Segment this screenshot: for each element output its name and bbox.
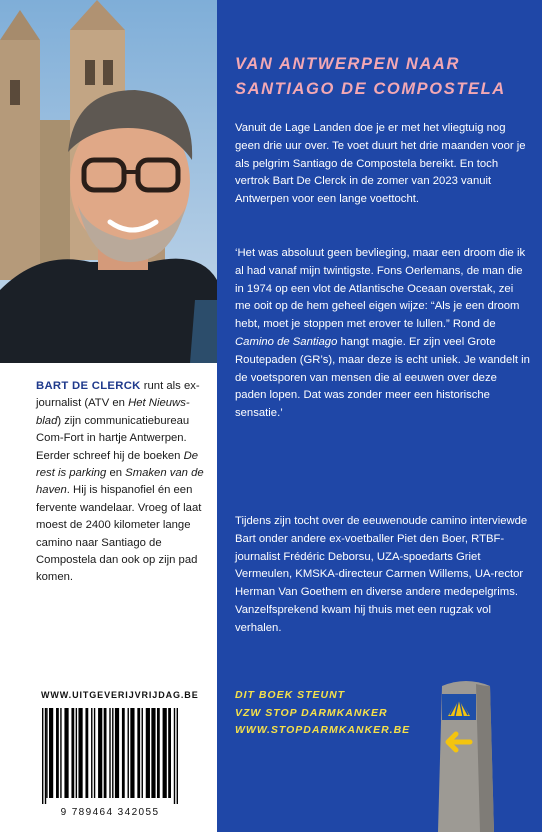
barcode-bar [157,708,160,798]
barcode-bar [163,708,167,798]
barcode-bar [71,708,74,798]
author-photo-illustration [0,0,217,363]
barcode-bar [122,708,125,798]
barcode-bars [42,708,178,804]
isbn-barcode [42,708,178,824]
blurb-paragraph-2: ‘Het was absoluut geen bevlieging, maar een droom die ik al had vanaf mijn twintigste. Fons Oerlemans, de man die in 1974 op een vlot de Atlantische Oceaan overstak, zei me ooit op de hem geheel eigen wijze: “Als je een droom hebt, moet je stoppen met erover te lullen.” Rond de Camino de Santiago hangt magie. Er zijn veel Grote Routepaden (GR’s), maar deze is echt uniek. Je wandelt in de voetsporen van mensen die al eeuwen over deze paden lopen. Dat was zonder meer een historische sensatie.’ [235,247,530,420]
author-photo [0,0,217,363]
barcode-bar [128,708,129,798]
barcode-bar [137,708,140,798]
barcode-bar [151,708,155,798]
barcode-bar [115,708,119,798]
publisher-website[interactable]: WWW.UITGEVERIJVRIJDAG.BE [41,690,199,700]
author-bio: BART DE CLERCK runt als ex-journalist (ATV en Het Nieuwsblad) zijn communicatiebureau Com-Fort in hartje Antwerpen. Eerder schreef hij de boeken De rest is parking en Smaken van de haven. Hij is hispanofiel én een fervente wandelaar. Vroeg of laat moest de 2400 kilometer lange camino naar Santiago de Compostela dan ook op zijn pad komen. [36,380,204,584]
charity-website[interactable]: WWW.STOPDARMKANKER.BE [235,724,411,737]
barcode-bar [130,708,134,798]
barcode-bar [109,708,110,798]
barcode-guard-bar [45,708,46,804]
barcode-bar [64,708,68,798]
barcode-bar [78,708,82,798]
camino-waymarker [436,678,496,832]
author-name: BART DE CLERCK [36,380,141,392]
barcode-bar [146,708,150,798]
barcode-bar [46,708,47,798]
barcode-bar [142,708,143,798]
charity-support: DIT BOEK STEUNT VZW STOP DARMKANKER WWW.STOPDARMKANKER.BE [235,687,410,740]
barcode-bar [94,708,95,798]
barcode-bar [98,708,102,798]
barcode-bar [49,708,53,798]
blurb-paragraph-3: Tijdens zijn tocht over de eeuwenoude camino interviewde Bart onder andere ex-voetballer Piet den Boer, RTBF-journalist Frédéric Deborsu, UZA-spoedarts Griet Vermeulen, KMSKA-directeur Carmen Willems, UA-rector Herman Van Goethem en diverse andere medepelgrims. Vanzelfsprekend kwam hij thuis met een rugzak vol verhalen. [235,515,528,634]
book-title: VAN ANTWERPEN NAAR SANTIAGO DE COMPOSTELA [235,55,506,98]
left-panel [0,0,217,832]
barcode-bar [56,708,59,798]
barcode-guard-bar [42,708,43,804]
barcode-bar [104,708,107,798]
camino-scallop-shell-icon [442,694,476,720]
blurb-paragraph-1: Vanuit de Lage Landen doe je er met het vliegtuig nog geen drie uur over. Te voet duurt het drie maanden voor je als pelgrim Santiago de Compostela bereikt. En toch vertrok Bart De Clerck in de zomer van 2023 vanuit Antwerpen voor een lange voettocht. [235,122,526,206]
barcode-bar [168,708,171,798]
barcode-bar [60,708,61,798]
barcode-bar [91,708,92,798]
barcode-bar [85,708,88,798]
isbn-number: 9 789464 342055 [60,807,160,818]
barcode-bar [76,708,77,798]
barcode-guard-bar [174,708,175,804]
barcode-guard-bar [177,708,178,804]
barcode-bar [112,708,113,798]
